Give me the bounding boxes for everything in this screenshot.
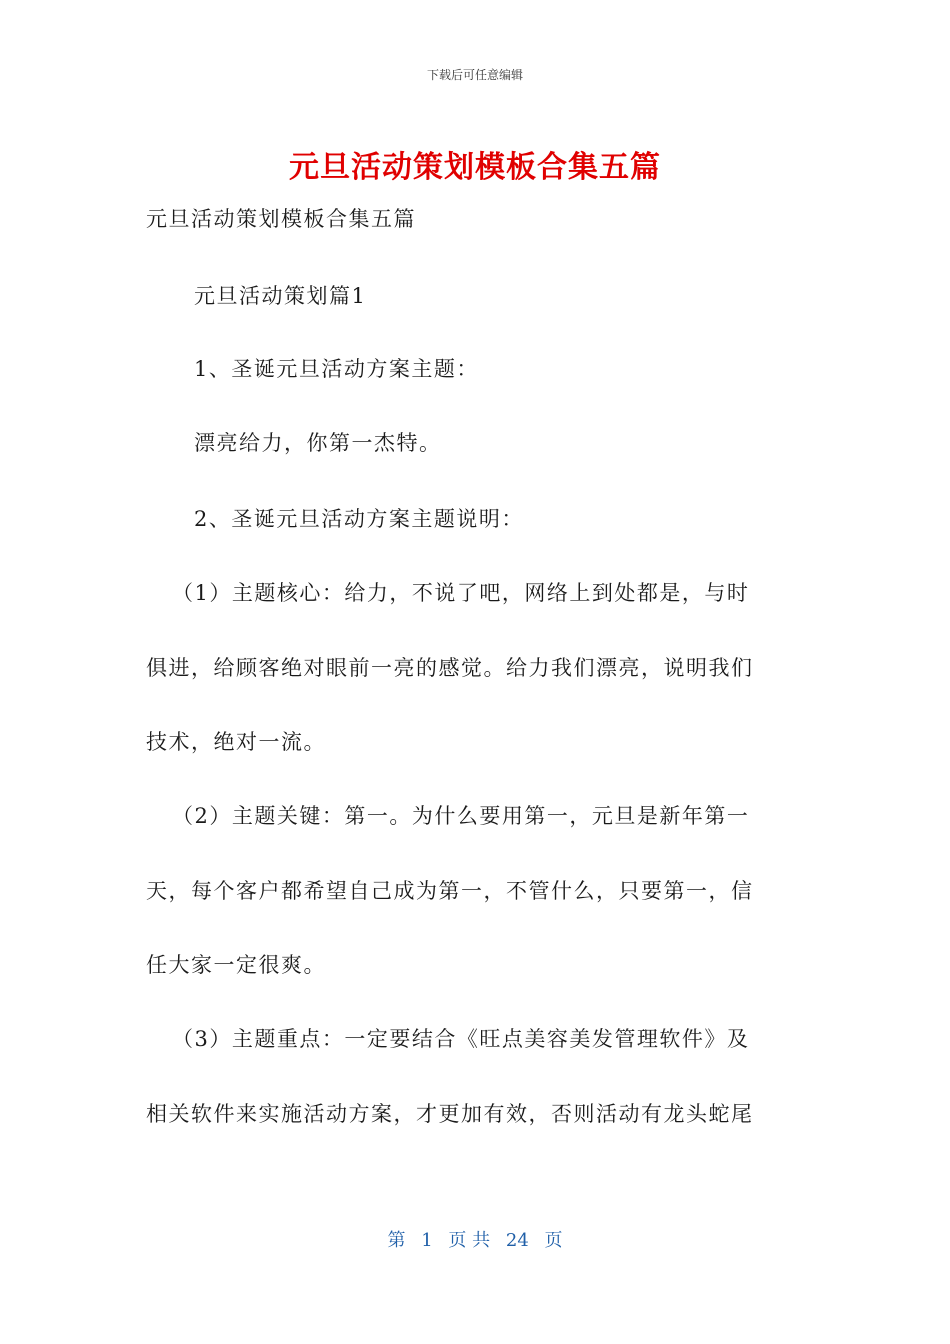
section-heading: 元旦活动策划篇1	[194, 284, 367, 308]
footer-mid: 页 共	[448, 1230, 491, 1251]
subtitle-line: 元旦活动策划模板合集五篇	[146, 207, 416, 231]
paragraph-line: 俱进，给顾客绝对眼前一亮的感觉。给力我们漂亮，说明我们	[146, 656, 754, 680]
footer-suffix: 页	[544, 1230, 563, 1251]
header-note: 下载后可任意编辑	[426, 68, 523, 82]
total-page-count: 24	[505, 1230, 529, 1251]
paragraph-line: （2）主题关键：第一。为什么要用第一，元旦是新年第一	[172, 804, 750, 828]
current-page-number: 1	[421, 1230, 433, 1251]
paragraph-line: 任大家一定很爽。	[146, 953, 326, 977]
paragraph-line: 2、圣诞元旦活动方案主题说明：	[194, 507, 524, 531]
paragraph-line: 相关软件来实施活动方案，才更加有效，否则活动有龙头蛇尾	[146, 1102, 754, 1126]
paragraph-line: （1）主题核心：给力，不说了吧，网络上到处都是，与时	[172, 581, 750, 605]
paragraph-line: 漂亮给力，你第一杰特。	[194, 431, 442, 455]
page-footer	[0, 1226, 950, 1252]
footer-prefix: 第	[387, 1230, 406, 1251]
paragraph-line: 技术，绝对一流。	[146, 730, 326, 754]
paragraph-line: 1、圣诞元旦活动方案主题：	[194, 357, 479, 381]
paragraph-line: （3）主题重点：一定要结合《旺点美容美发管理软件》及	[172, 1027, 750, 1051]
document-title: 元旦活动策划模板合集五篇	[289, 150, 661, 185]
paragraph-line: 天，每个客户都希望自己成为第一，不管什么，只要第一，信	[146, 879, 754, 903]
